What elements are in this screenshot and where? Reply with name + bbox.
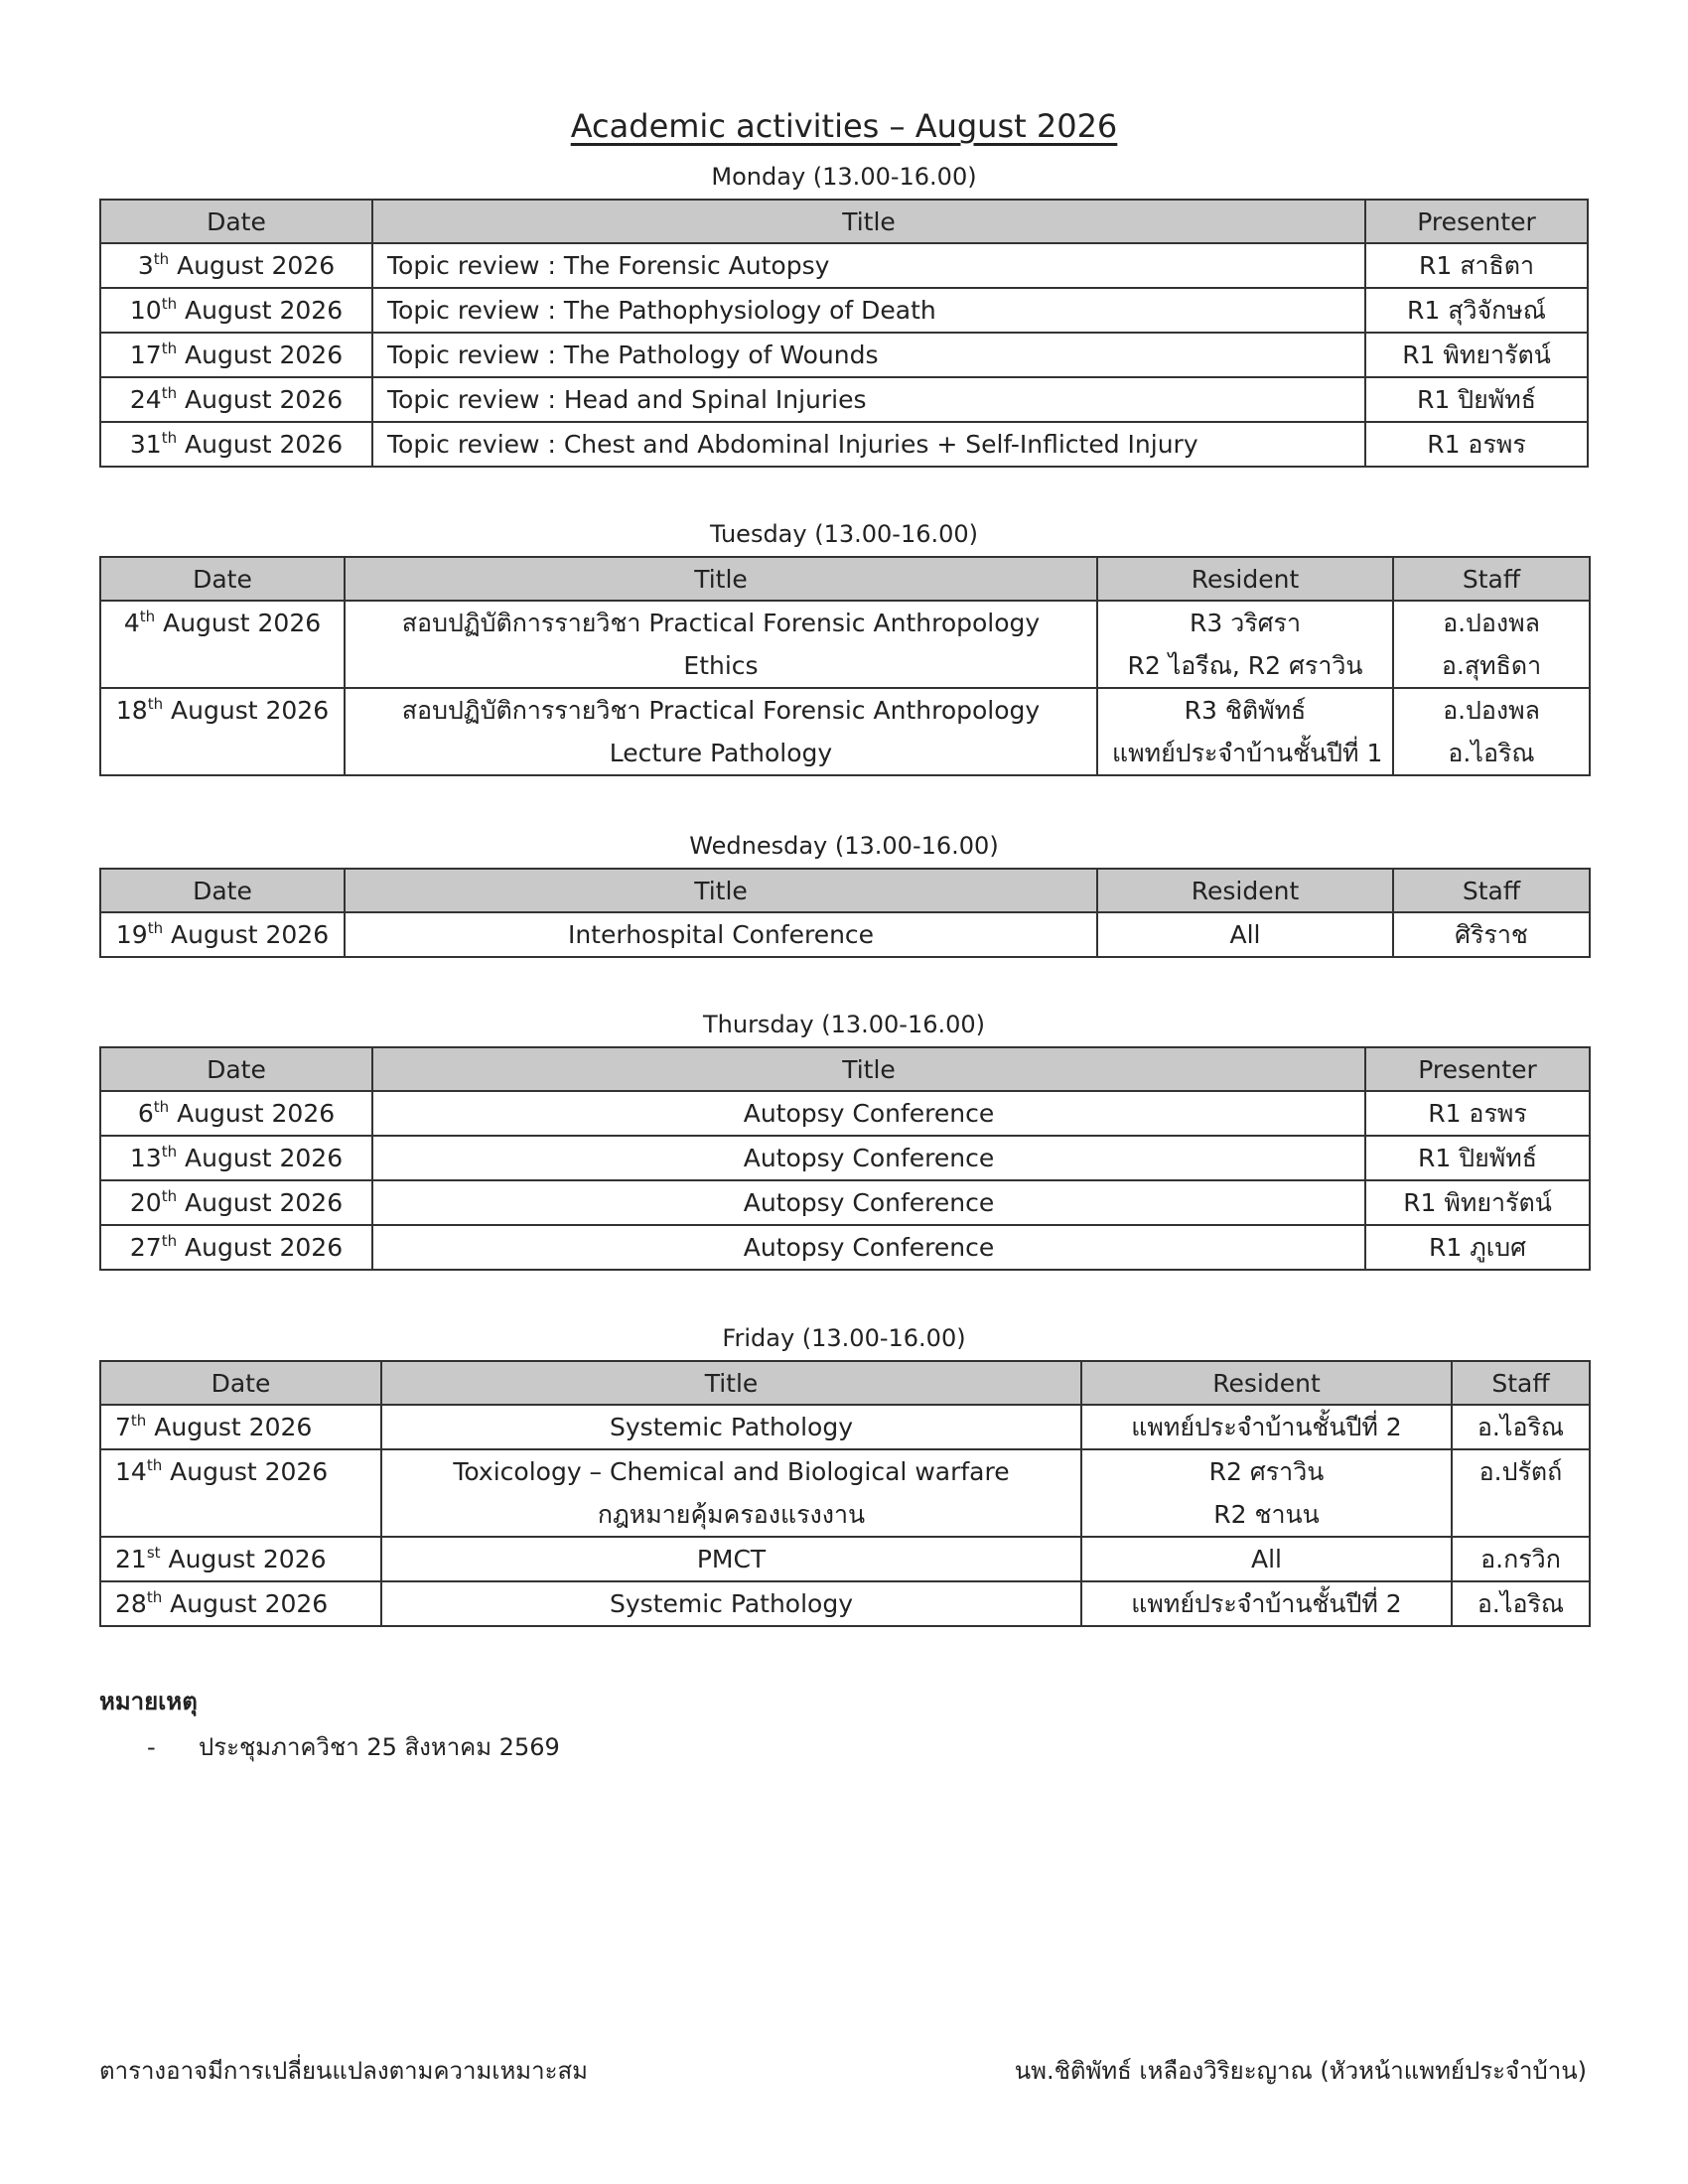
title-line-2: Ethics xyxy=(683,651,759,680)
resident-cell xyxy=(1097,688,1393,775)
date-cell xyxy=(100,1225,372,1270)
resident-cell: แพทย์ประจำบ้านชั้นปีที่ 2 xyxy=(1081,1405,1452,1449)
presenter-cell: R1 ภูเบศ xyxy=(1365,1225,1590,1270)
date-cell xyxy=(100,288,372,333)
column-header-date: Date xyxy=(100,1361,381,1405)
column-header-presenter: Presenter xyxy=(1365,200,1588,243)
resident-line-1: R2 ศราวิน xyxy=(1208,1457,1325,1486)
date-cell xyxy=(100,601,345,688)
month-year: August 2026 xyxy=(185,341,344,369)
day-number: 4 xyxy=(123,609,140,637)
presenter-cell: R1 พิทยารัตน์ xyxy=(1365,1180,1590,1225)
footer-disclaimer: ตารางอาจมีการเปลี่ยนแปลงตามความเหมาะสม xyxy=(99,2057,588,2085)
table-row xyxy=(100,1581,1590,1626)
day-number: 31 xyxy=(129,430,162,459)
table-row xyxy=(100,377,1588,422)
staff-cell xyxy=(1393,688,1590,775)
presenter-cell: R1 พิทยารัตน์ xyxy=(1365,333,1588,377)
column-header-date: Date xyxy=(100,869,345,912)
resident-cell: แพทย์ประจำบ้านชั้นปีที่ 2 xyxy=(1081,1581,1452,1626)
day-number: 13 xyxy=(129,1144,162,1172)
table-row xyxy=(100,912,1590,957)
wednesday-table xyxy=(99,868,1591,958)
notes-heading: หมายเหตุ xyxy=(99,1688,198,1715)
staff-cell: อ.ปรัตถ์ xyxy=(1452,1449,1590,1537)
date-cell xyxy=(100,243,372,288)
column-header-title: Title xyxy=(381,1361,1081,1405)
date-cell xyxy=(100,1136,372,1180)
title-line-2: Lecture Pathology xyxy=(609,739,833,767)
day-number: 3 xyxy=(137,251,154,280)
table-row xyxy=(100,1136,1590,1180)
month-year: August 2026 xyxy=(177,1099,336,1128)
table-header-row xyxy=(100,869,1590,912)
month-year: August 2026 xyxy=(154,1413,313,1441)
title-cell: Systemic Pathology xyxy=(381,1581,1081,1626)
table-header-row xyxy=(100,200,1588,243)
date-cell xyxy=(100,422,372,467)
title-line-1: Toxicology – Chemical and Biological warfare xyxy=(453,1457,1010,1486)
date-cell xyxy=(100,1537,381,1581)
ordinal-suffix: th xyxy=(161,429,178,447)
table-row xyxy=(100,1537,1590,1581)
column-header-date: Date xyxy=(100,200,372,243)
day-number: 14 xyxy=(115,1457,147,1486)
table-row xyxy=(100,688,1590,775)
ordinal-suffix: th xyxy=(147,919,164,937)
note-bullet: - xyxy=(147,1733,156,1761)
month-year: August 2026 xyxy=(170,1589,329,1618)
day-number: 28 xyxy=(115,1589,147,1618)
month-year: August 2026 xyxy=(163,609,322,637)
table-row xyxy=(100,422,1588,467)
day-number: 27 xyxy=(129,1233,162,1262)
table-row xyxy=(100,243,1588,288)
table-row xyxy=(100,1225,1590,1270)
title-cell xyxy=(345,601,1097,688)
presenter-cell: R1 อรพร xyxy=(1365,422,1588,467)
column-header-title: Title xyxy=(345,869,1097,912)
table-header-row xyxy=(100,557,1590,601)
resident-cell xyxy=(1097,601,1393,688)
table-row xyxy=(100,288,1588,333)
resident-line-1: R3 ชิติพัทธ์ xyxy=(1184,696,1307,725)
column-header-presenter: Presenter xyxy=(1365,1047,1590,1091)
note-text: ประชุมภาควิชา 25 สิงหาคม 2569 xyxy=(199,1733,560,1761)
month-year: August 2026 xyxy=(185,296,344,325)
day-number: 24 xyxy=(129,385,162,414)
column-header-title: Title xyxy=(345,557,1097,601)
month-year: August 2026 xyxy=(185,430,344,459)
month-year: August 2026 xyxy=(185,385,344,414)
staff-cell: อ.ไอริณ xyxy=(1452,1405,1590,1449)
table-row xyxy=(100,601,1590,688)
column-header-resident: Resident xyxy=(1097,557,1393,601)
table-row xyxy=(100,1405,1590,1449)
date-cell xyxy=(100,377,372,422)
date-cell xyxy=(100,1449,381,1537)
ordinal-suffix: th xyxy=(153,250,170,268)
table-header-row xyxy=(100,1047,1590,1091)
date-cell xyxy=(100,912,345,957)
thursday-heading: Thursday (13.00-16.00) xyxy=(702,1011,986,1038)
monday-table xyxy=(99,199,1589,468)
title-cell: Topic review : The Pathophysiology of Death xyxy=(372,288,1365,333)
day-number: 6 xyxy=(137,1099,154,1128)
resident-line-2: R2 ไอรีณ, R2 ศราวิน xyxy=(1127,651,1363,680)
month-year: August 2026 xyxy=(177,251,336,280)
note-item xyxy=(147,1727,560,1766)
day-number: 7 xyxy=(115,1413,131,1441)
month-year: August 2026 xyxy=(185,1188,344,1217)
presenter-cell: R1 สุวิจักษณ์ xyxy=(1365,288,1588,333)
date-cell xyxy=(100,1581,381,1626)
ordinal-suffix: th xyxy=(153,1098,170,1116)
date-cell xyxy=(100,1405,381,1449)
title-cell: Autopsy Conference xyxy=(372,1136,1365,1180)
day-number: 18 xyxy=(115,696,148,725)
friday-table xyxy=(99,1360,1591,1627)
title-cell: Topic review : The Pathology of Wounds xyxy=(372,333,1365,377)
presenter-cell: R1 ปิยพัทธ์ xyxy=(1365,377,1588,422)
staff-cell xyxy=(1393,601,1590,688)
title-cell: PMCT xyxy=(381,1537,1081,1581)
column-header-date: Date xyxy=(100,1047,372,1091)
resident-cell: All xyxy=(1097,912,1393,957)
staff-line-1: อ.ปองพล xyxy=(1443,609,1540,637)
day-number: 21 xyxy=(115,1545,147,1573)
resident-cell: All xyxy=(1081,1537,1452,1581)
resident-cell xyxy=(1081,1449,1452,1537)
column-header-date: Date xyxy=(100,557,345,601)
presenter-cell: R1 ปิยพัทธ์ xyxy=(1365,1136,1590,1180)
title-line-2: กฎหมายคุ้มครองแรงงาน xyxy=(597,1500,866,1529)
table-row xyxy=(100,1180,1590,1225)
day-number: 17 xyxy=(129,341,162,369)
friday-heading: Friday (13.00-16.00) xyxy=(722,1324,966,1352)
title-cell: Topic review : Head and Spinal Injuries xyxy=(372,377,1365,422)
ordinal-suffix: th xyxy=(161,1143,178,1160)
column-header-staff: Staff xyxy=(1452,1361,1590,1405)
month-year: August 2026 xyxy=(170,1457,329,1486)
ordinal-suffix: th xyxy=(161,1232,178,1250)
month-year: August 2026 xyxy=(168,1545,327,1573)
column-header-title: Title xyxy=(372,1047,1365,1091)
ordinal-suffix: th xyxy=(161,1187,178,1205)
ordinal-suffix: st xyxy=(146,1544,161,1562)
title-cell: Topic review : The Forensic Autopsy xyxy=(372,243,1365,288)
date-cell xyxy=(100,333,372,377)
column-header-resident: Resident xyxy=(1097,869,1393,912)
day-number: 19 xyxy=(115,920,148,949)
date-cell xyxy=(100,1091,372,1136)
title-cell: Systemic Pathology xyxy=(381,1405,1081,1449)
title-cell: Interhospital Conference xyxy=(345,912,1097,957)
title-cell xyxy=(381,1449,1081,1537)
month-year: August 2026 xyxy=(171,696,330,725)
ordinal-suffix: th xyxy=(146,1456,163,1474)
column-header-resident: Resident xyxy=(1081,1361,1452,1405)
wednesday-heading: Wednesday (13.00-16.00) xyxy=(689,832,999,860)
ordinal-suffix: th xyxy=(161,340,178,357)
month-year: August 2026 xyxy=(185,1144,344,1172)
presenter-cell: R1 อรพร xyxy=(1365,1091,1590,1136)
ordinal-suffix: th xyxy=(130,1412,147,1430)
day-number: 20 xyxy=(129,1188,162,1217)
ordinal-suffix: th xyxy=(146,1588,163,1606)
ordinal-suffix: th xyxy=(147,695,164,713)
ordinal-suffix: th xyxy=(161,295,178,313)
tuesday-heading: Tuesday (13.00-16.00) xyxy=(709,520,979,548)
title-cell: Autopsy Conference xyxy=(372,1180,1365,1225)
title-cell: Topic review : Chest and Abdominal Injuries + Self-Inflicted Injury xyxy=(372,422,1365,467)
resident-line-2: R2 ชานน xyxy=(1213,1500,1320,1529)
tuesday-table xyxy=(99,556,1591,776)
ordinal-suffix: th xyxy=(139,608,156,625)
staff-line-2: อ.ไอริณ xyxy=(1448,739,1535,767)
resident-line-2: แพทย์ประจำบ้านชั้นปีที่ 1 xyxy=(1112,739,1383,767)
ordinal-suffix: th xyxy=(161,384,178,402)
table-row xyxy=(100,1449,1590,1537)
staff-line-1: อ.ปองพล xyxy=(1443,696,1540,725)
table-row xyxy=(100,333,1588,377)
date-cell xyxy=(100,1180,372,1225)
title-cell xyxy=(345,688,1097,775)
title-cell: Autopsy Conference xyxy=(372,1091,1365,1136)
document-title: Academic activities – August 2026 xyxy=(570,107,1118,145)
staff-cell: ศิริราช xyxy=(1393,912,1590,957)
title-line-1: สอบปฏิบัติการรายวิชา Practical Forensic Anthropology xyxy=(401,609,1041,637)
thursday-table xyxy=(99,1046,1591,1271)
staff-cell: อ.ไอริณ xyxy=(1452,1581,1590,1626)
monday-heading: Monday (13.00-16.00) xyxy=(711,163,977,191)
column-header-staff: Staff xyxy=(1393,869,1590,912)
column-header-title: Title xyxy=(372,200,1365,243)
column-header-staff: Staff xyxy=(1393,557,1590,601)
month-year: August 2026 xyxy=(185,1233,344,1262)
footer-signature: นพ.ชิติพัทธ์ เหลืองวิริยะญาณ (หัวหน้าแพทย์ประจำบ้าน) xyxy=(1014,2057,1587,2085)
staff-cell: อ.กรวิก xyxy=(1452,1537,1590,1581)
date-cell xyxy=(100,688,345,775)
month-year: August 2026 xyxy=(171,920,330,949)
table-row xyxy=(100,1091,1590,1136)
title-line-1: สอบปฏิบัติการรายวิชา Practical Forensic Anthropology xyxy=(401,696,1041,725)
staff-line-2: อ.สุทธิดา xyxy=(1441,651,1542,680)
presenter-cell: R1 สาธิตา xyxy=(1365,243,1588,288)
title-cell: Autopsy Conference xyxy=(372,1225,1365,1270)
day-number: 10 xyxy=(129,296,162,325)
table-header-row xyxy=(100,1361,1590,1405)
resident-line-1: R3 วริศรา xyxy=(1189,609,1302,637)
